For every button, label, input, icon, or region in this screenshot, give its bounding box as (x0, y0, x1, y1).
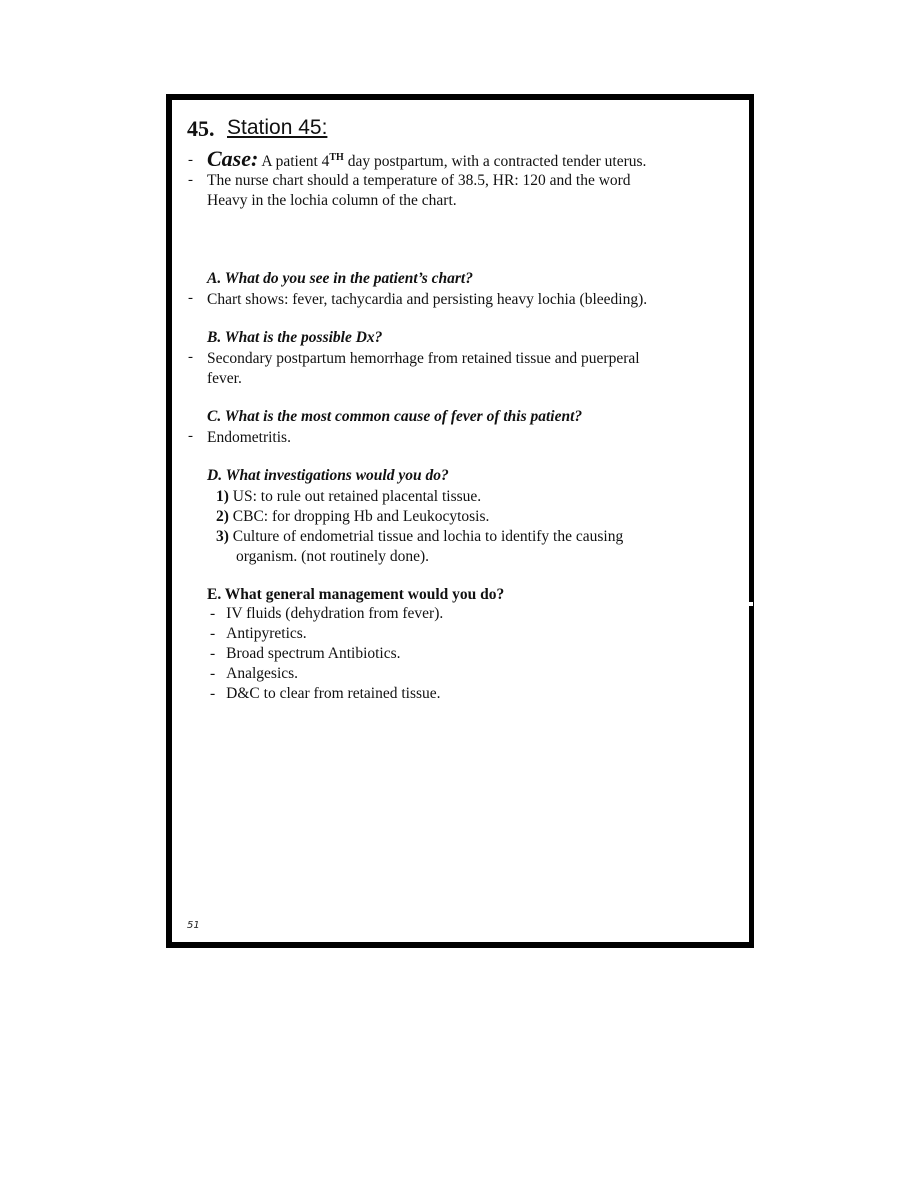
question-b-heading: B. What is the possible Dx? (207, 329, 383, 346)
nurse-chart-line-2: Heavy in the lochia column of the chart. (207, 192, 457, 209)
page-number: 51 (187, 920, 200, 931)
nurse-chart-line-1: The nurse chart should a temperature of 38.5, HR: 120 and the word (207, 172, 631, 189)
management-text: Broad spectrum Antibiotics. (226, 645, 401, 662)
investigation-text: CBC: for dropping Hb and Leukocytosis. (232, 508, 490, 525)
investigation-text: Culture of endometrial tissue and lochia to identify the causing (232, 528, 624, 545)
management-text: Analgesics. (226, 665, 299, 682)
management-text: Antipyretics. (226, 625, 307, 642)
case-text-after: day postpartum, with a contracted tender uterus. (343, 153, 647, 170)
management-item (210, 604, 443, 624)
question-a-answer: Chart shows: fever, tachycardia and persisting heavy lochia (bleeding). (207, 291, 648, 308)
case-sup: TH (329, 152, 344, 163)
question-a-bullet: - (188, 290, 193, 306)
management-bullet: - (210, 685, 216, 702)
management-item (210, 644, 401, 664)
station-number: 45. (187, 116, 215, 141)
investigation-text-continued: organism. (not routinely done). (236, 548, 430, 565)
investigation-number: 2) (216, 508, 229, 525)
management-bullet: - (210, 645, 216, 662)
investigation-item (216, 487, 481, 507)
investigation-text: US: to rule out retained placental tissue. (232, 488, 482, 505)
question-b-bullet: - (188, 349, 193, 365)
question-a-heading: A. What do you see in the patient’s chart? (207, 270, 473, 287)
question-b-answer-line-2: fever. (207, 370, 242, 387)
investigation-number: 1) (216, 488, 229, 505)
management-text: IV fluids (dehydration from fever). (226, 605, 444, 622)
nurse-bullet: - (188, 172, 193, 188)
management-bullet: - (210, 605, 216, 622)
question-e-heading: E. What general management would you do? (207, 586, 505, 603)
question-b-answer-line-1: Secondary postpartum hemorrhage from retained tissue and puerperal (207, 350, 640, 367)
question-d-heading: D. What investigations would you do? (207, 467, 449, 484)
case-text-before: A patient 4 (261, 153, 330, 170)
management-item (210, 664, 298, 684)
border-gap (747, 602, 753, 606)
investigation-number: 3) (216, 528, 229, 545)
question-c-heading: C. What is the most common cause of fever of this patient? (207, 408, 583, 425)
investigation-item (216, 527, 623, 547)
management-item (210, 684, 441, 704)
case-label: Case: (207, 146, 259, 171)
station-title: Station 45: (227, 116, 328, 139)
management-bullet: - (210, 625, 216, 642)
case-bullet: - (188, 152, 193, 168)
question-c-answer: Endometritis. (207, 429, 291, 446)
management-item (210, 624, 307, 644)
investigation-item (216, 507, 489, 527)
management-text: D&C to clear from retained tissue. (226, 685, 441, 702)
management-bullet: - (210, 665, 216, 682)
question-c-bullet: - (188, 428, 193, 444)
